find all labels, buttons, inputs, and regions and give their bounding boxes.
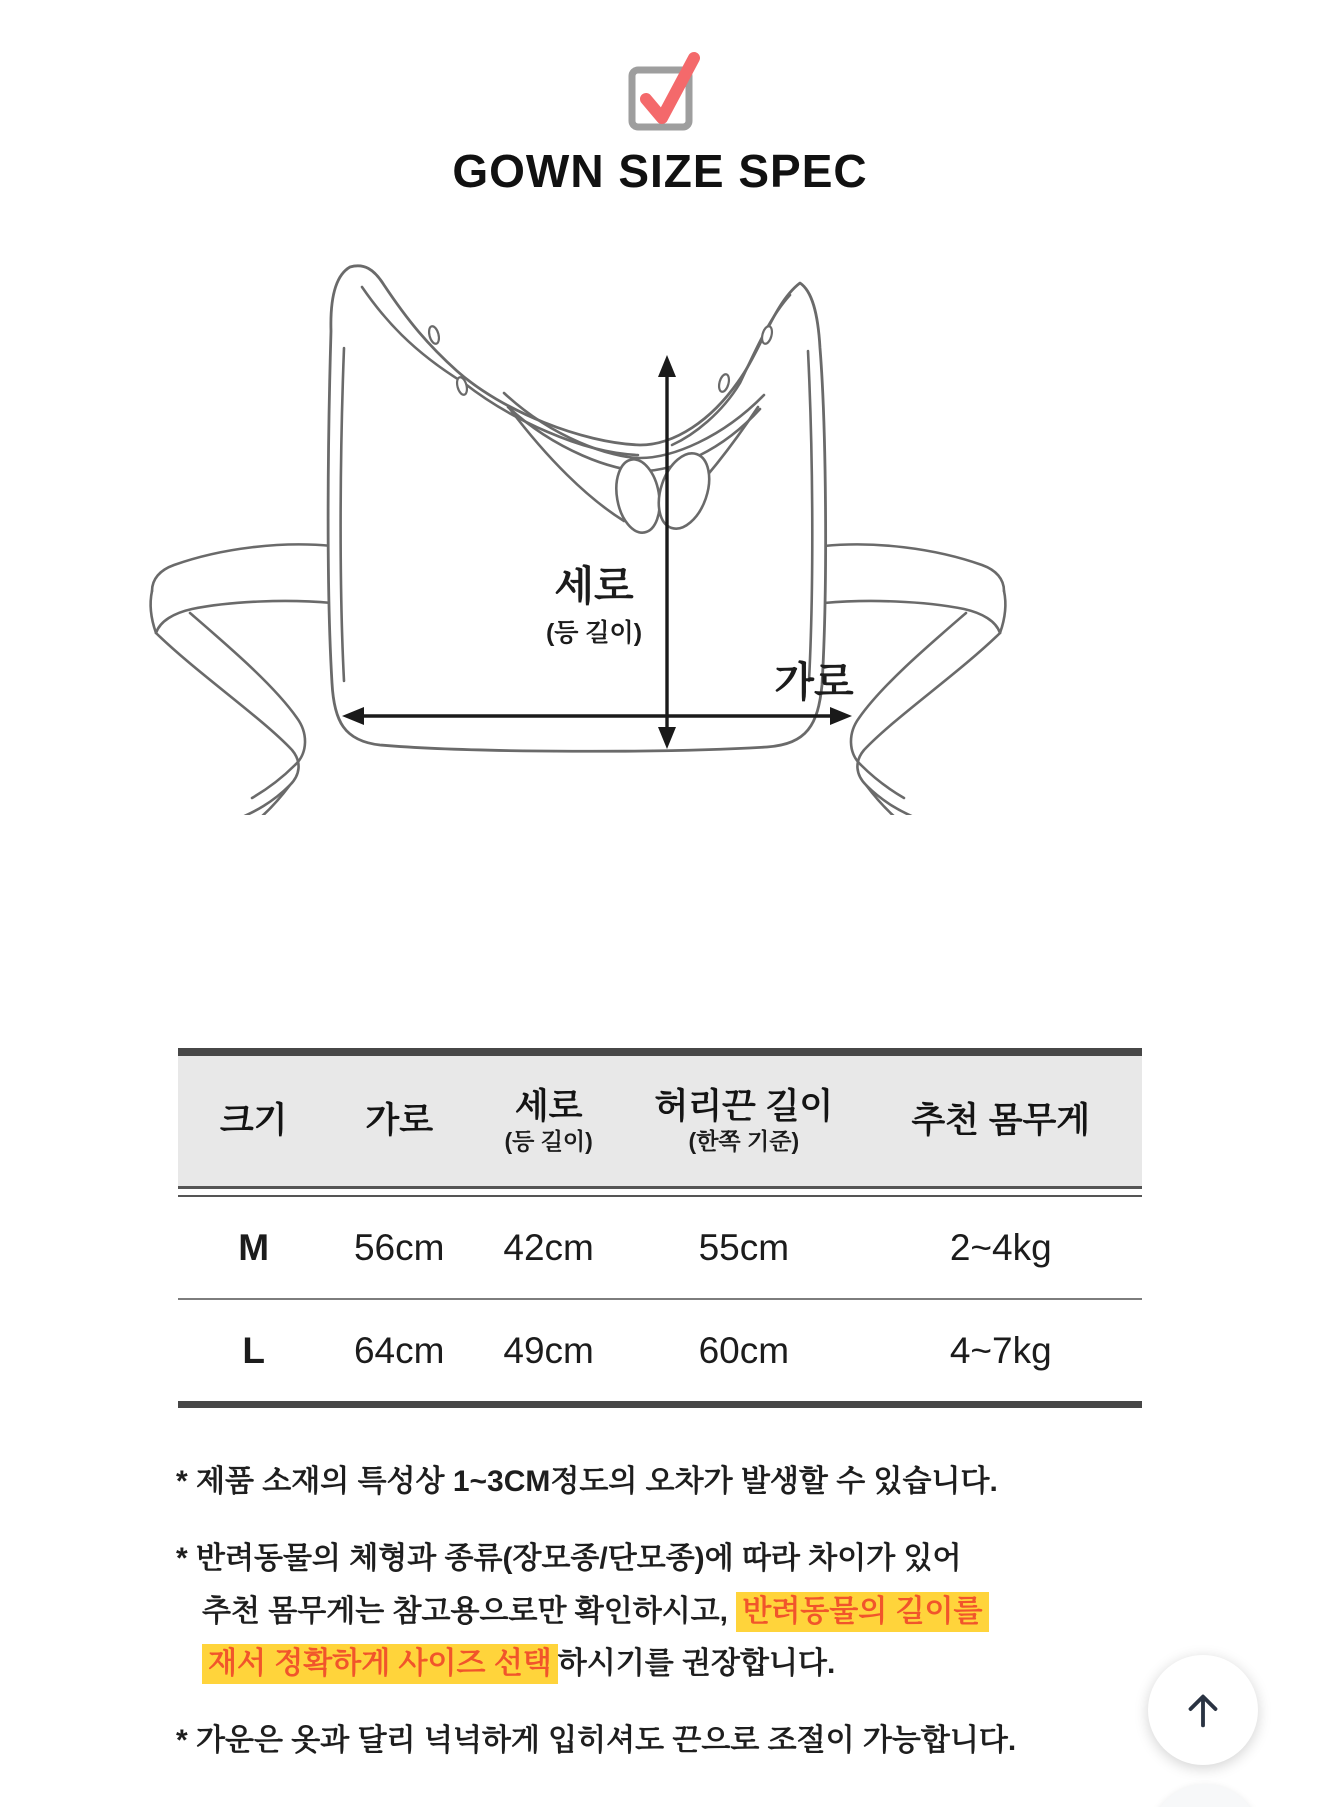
header-double-rule — [178, 1186, 1142, 1197]
left-strap-lines — [151, 544, 332, 815]
notes-section — [176, 1456, 1176, 1792]
horizontal-dimension-label: 가로 — [774, 659, 854, 705]
page-title: GOWN SIZE SPEC — [452, 145, 868, 197]
header-strap-length: 허리끈 길이 (한쪽 기준) — [654, 1087, 834, 1155]
gown-body-outline — [328, 266, 826, 751]
highlighted-text: 재서 정확하게 사이즈 선택 — [202, 1644, 558, 1684]
header-length: 세로 (등 길이) — [504, 1087, 593, 1155]
checkbox-check-graphic — [610, 40, 710, 134]
note-sizing-guide: * 반려동물의 체형과 종류(장모종/단모종)에 따라 차이가 있어 추천 몸무게는 참고용으로만 확인하시고, 반려동물의 길이를 재서 정확하게 사이즈 선택 하시기를 권장합니다. — [176, 1533, 1176, 1691]
arrow-up-icon — [1180, 1687, 1226, 1733]
buttonhole-marks — [427, 325, 773, 396]
header-width: 가로 — [365, 1101, 434, 1141]
scroll-to-top-button[interactable] — [1148, 1655, 1258, 1765]
table-bottom-border — [178, 1401, 1142, 1408]
note-tolerance: * 제품 소재의 특성상 1~3CM정도의 오차가 발생할 수 있습니다. — [176, 1465, 998, 1498]
header-recommended-weight: 추천 몸무게 — [911, 1101, 1091, 1141]
table-row-l: L 64cm 49cm 60cm 4~7kg — [242, 1329, 1052, 1371]
table-header-row — [178, 1056, 1142, 1186]
note-adjustable: * 가운은 옷과 달리 넉넉하게 입히셔도 끈으로 조절이 가능합니다. — [176, 1724, 1017, 1758]
table-top-border — [178, 1048, 1142, 1056]
gown-diagram-svg — [112, 253, 1042, 815]
vertical-dimension-sublabel: (등 길이) — [545, 619, 643, 647]
size-spec-table — [178, 1048, 1142, 1408]
header-size: 크기 — [219, 1101, 288, 1141]
highlighted-text: 반려동물의 길이를 — [736, 1592, 988, 1632]
table-row-m: M 56cm 42cm 55cm 2~4kg — [238, 1226, 1052, 1268]
checked-checkbox-icon — [0, 40, 1320, 134]
vertical-dimension-label: 세로 — [554, 563, 634, 609]
gown-measurement-diagram — [112, 253, 1042, 815]
